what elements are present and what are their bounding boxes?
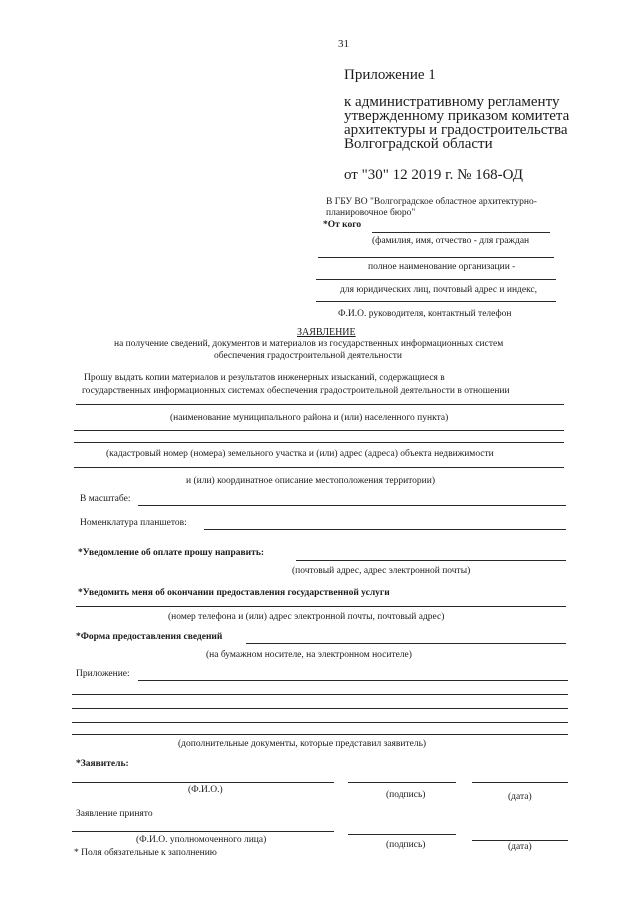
from-line-2 xyxy=(318,257,554,258)
appendix-line-2: утвержденному приказом комитета xyxy=(344,108,570,124)
completion-line xyxy=(76,606,566,607)
cadastral-line-2 xyxy=(74,442,564,443)
from-hint-1: (фамилия, имя, отчество - для граждан xyxy=(372,236,530,246)
completion-hint: (номер телефона и (или) адрес электронной почты, почтовый адрес) xyxy=(168,612,445,622)
applicant-signature-line xyxy=(348,782,456,783)
attachment-line-5 xyxy=(72,734,568,735)
applicant-label: *Заявитель: xyxy=(76,759,129,769)
cadastral-line-1 xyxy=(74,430,564,431)
applicant-date-hint: (дата) xyxy=(508,792,532,802)
request-line-2: государственных информационных системах обеспечения градостроительной деятельности в отношении xyxy=(82,386,510,396)
form-hint: (на бумажном носителе, на электронном носителе) xyxy=(206,650,412,660)
from-hint-4: Ф.И.О. руководителя, контактный телефон xyxy=(338,309,512,319)
request-line-1: Прошу выдать копии материалов и результатов инженерных изысканий, содержащиеся в xyxy=(84,373,445,383)
form-label: *Форма предоставления сведений xyxy=(76,632,223,642)
payment-label: *Уведомление об оплате прошу направить: xyxy=(78,548,265,558)
attachment-line-1 xyxy=(138,680,568,681)
footnote: * Поля обязательные к заполнению xyxy=(74,848,217,858)
sheets-line xyxy=(204,529,566,530)
form-line xyxy=(246,643,566,644)
appendix-line-4: Волгоградской области xyxy=(344,136,493,152)
appendix-title: Приложение 1 xyxy=(344,67,436,83)
document-subtitle-2: обеспечения градостроительной деятельности xyxy=(214,351,402,361)
addressee-line-1: В ГБУ ВО "Волгоградское областное архитектурно- xyxy=(326,197,537,207)
order-reference: от "30" 12 2019 г. № 168-ОД xyxy=(344,167,523,183)
accepted-date-line xyxy=(472,840,568,841)
scale-line xyxy=(138,505,566,506)
appendix-line-1: к административному регламенту xyxy=(344,94,560,110)
accepted-signature-line xyxy=(348,834,456,835)
cadastral-hint-1: (кадастровый номер (номера) земельного участка и (или) адрес (адреса) объекта недвижимости xyxy=(106,449,494,459)
addressee-line-2: планировочное бюро" xyxy=(326,208,416,218)
cadastral-hint-2: и (или) координатное описание местоположения территории) xyxy=(186,476,436,486)
municipality-line xyxy=(76,404,564,405)
from-hint-2: полное наименование организации - xyxy=(368,262,516,272)
applicant-date-line xyxy=(472,782,568,783)
document-heading: ЗАЯВЛЕНИЕ xyxy=(297,327,356,338)
applicant-name-hint: (Ф.И.О.) xyxy=(188,785,223,795)
page-number: 31 xyxy=(338,38,349,50)
payment-line xyxy=(296,560,566,561)
from-hint-3: для юридических лиц, почтовый адрес и индекс, xyxy=(340,285,538,295)
accepted-name-line xyxy=(72,831,334,832)
from-label: *От кого xyxy=(323,220,362,230)
cadastral-line-3 xyxy=(74,467,564,468)
from-line-1 xyxy=(372,232,550,233)
attachment-line-2 xyxy=(72,694,568,695)
completion-label: *Уведомить меня об окончании предоставления государственной услуги xyxy=(78,588,390,598)
municipality-hint: (наименование муниципального района и (или) населенного пункта) xyxy=(170,413,449,423)
attachment-label: Приложение: xyxy=(76,669,130,679)
appendix-line-3: архитектуры и градостроительства xyxy=(344,122,568,138)
document-subtitle-1: на получение сведений, документов и материалов из государственных информационных систем xyxy=(114,339,504,349)
attachment-line-4 xyxy=(72,722,568,723)
from-line-3 xyxy=(316,279,556,280)
from-line-4 xyxy=(316,301,556,302)
payment-hint: (почтовый адрес, адрес электронной почты) xyxy=(292,566,471,576)
applicant-name-line xyxy=(72,782,334,783)
applicant-signature-hint: (подпись) xyxy=(386,790,426,800)
sheets-label: Номенклатура планшетов: xyxy=(80,518,187,528)
accepted-date-hint: (дата) xyxy=(508,842,532,852)
attachment-line-3 xyxy=(72,708,568,709)
accepted-label: Заявление принято xyxy=(76,809,153,819)
accepted-name-hint: (Ф.И.О. уполномоченного лица) xyxy=(136,835,267,845)
scale-label: В масштабе: xyxy=(80,494,131,504)
attachment-hint: (дополнительные документы, которые представил заявитель) xyxy=(178,739,427,749)
accepted-signature-hint: (подпись) xyxy=(386,840,426,850)
